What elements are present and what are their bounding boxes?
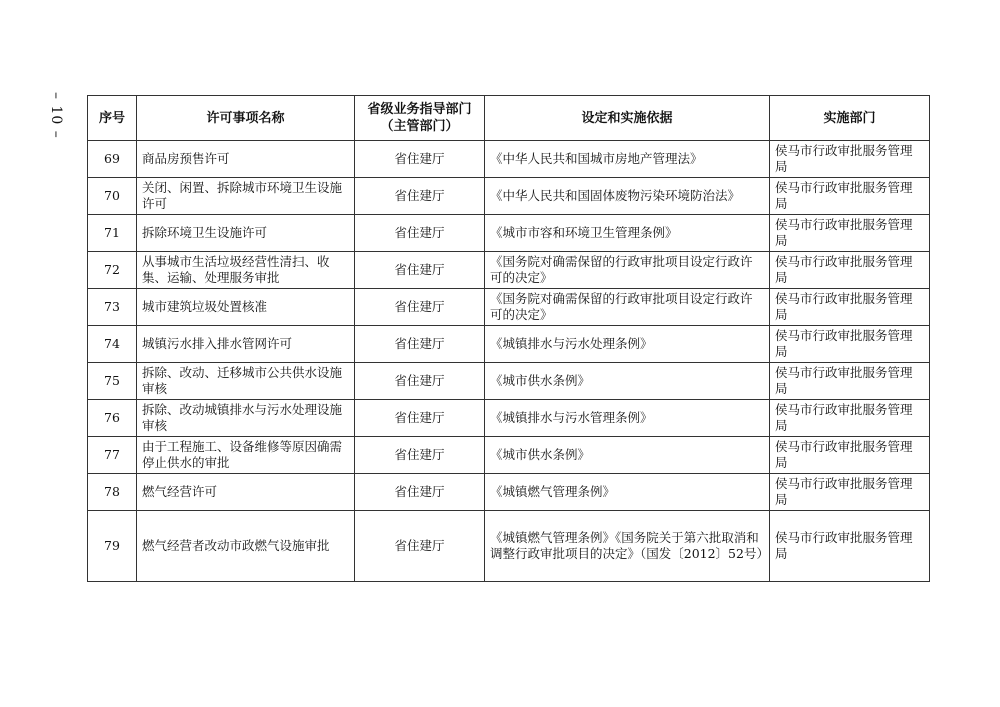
row-serial-no: 74 xyxy=(88,326,137,363)
table-row xyxy=(88,178,930,215)
row-permit-name: 燃气经营者改动市政燃气设施审批 xyxy=(137,511,355,582)
row-supervising-dept: 省住建厅 xyxy=(355,363,485,400)
row-legal-basis: 《国务院对确需保留的行政审批项目设定行政许可的决定》 xyxy=(485,252,770,289)
row-supervising-dept: 省住建厅 xyxy=(355,141,485,178)
row-permit-name: 燃气经营许可 xyxy=(137,474,355,511)
row-supervising-dept: 省住建厅 xyxy=(355,437,485,474)
permits-table xyxy=(87,95,930,582)
row-serial-no: 75 xyxy=(88,363,137,400)
header-permit-name: 许可事项名称 xyxy=(137,96,355,141)
row-supervising-dept: 省住建厅 xyxy=(355,178,485,215)
row-permit-name: 拆除、改动、迁移城市公共供水设施审核 xyxy=(137,363,355,400)
table-row xyxy=(88,511,930,582)
row-serial-no: 69 xyxy=(88,141,137,178)
table-header-row xyxy=(88,96,930,141)
row-implementing-dept: 侯马市行政审批服务管理局 xyxy=(770,400,930,437)
row-implementing-dept: 侯马市行政审批服务管理局 xyxy=(770,215,930,252)
table-row xyxy=(88,252,930,289)
row-serial-no: 72 xyxy=(88,252,137,289)
row-legal-basis: 《城市市容和环境卫生管理条例》 xyxy=(485,215,770,252)
row-legal-basis: 《城镇燃气管理条例》 xyxy=(485,474,770,511)
row-implementing-dept: 侯马市行政审批服务管理局 xyxy=(770,474,930,511)
row-supervising-dept: 省住建厅 xyxy=(355,326,485,363)
row-serial-no: 76 xyxy=(88,400,137,437)
row-legal-basis: 《城市供水条例》 xyxy=(485,363,770,400)
row-legal-basis: 《国务院对确需保留的行政审批项目设定行政许可的决定》 xyxy=(485,289,770,326)
row-supervising-dept: 省住建厅 xyxy=(355,215,485,252)
row-implementing-dept: 侯马市行政审批服务管理局 xyxy=(770,437,930,474)
header-supervising-dept xyxy=(355,96,485,141)
row-implementing-dept: 侯马市行政审批服务管理局 xyxy=(770,252,930,289)
table-row xyxy=(88,326,930,363)
header-legal-basis: 设定和实施依据 xyxy=(485,96,770,141)
row-supervising-dept: 省住建厅 xyxy=(355,289,485,326)
header-dept-line1: 省级业务指导部门 xyxy=(367,102,472,117)
row-permit-name: 商品房预售许可 xyxy=(137,141,355,178)
row-serial-no: 77 xyxy=(88,437,137,474)
row-legal-basis: 《城镇燃气管理条例》《国务院关于第六批取消和调整行政审批项目的决定》（国发〔2012〕52号） xyxy=(485,511,770,582)
row-serial-no: 79 xyxy=(88,511,137,582)
row-permit-name: 拆除、改动城镇排水与污水处理设施审核 xyxy=(137,400,355,437)
table-row xyxy=(88,437,930,474)
row-permit-name: 拆除环境卫生设施许可 xyxy=(137,215,355,252)
row-permit-name: 城镇污水排入排水管网许可 xyxy=(137,326,355,363)
table-row xyxy=(88,215,930,252)
header-dept-line2: （主管部门） xyxy=(380,119,459,134)
row-permit-name: 从事城市生活垃圾经营性清扫、收集、运输、处理服务审批 xyxy=(137,252,355,289)
row-implementing-dept: 侯马市行政审批服务管理局 xyxy=(770,289,930,326)
page-number: – 10 – xyxy=(48,91,64,139)
table-row xyxy=(88,141,930,178)
row-implementing-dept: 侯马市行政审批服务管理局 xyxy=(770,511,930,582)
row-permit-name: 关闭、闲置、拆除城市环境卫生设施许可 xyxy=(137,178,355,215)
header-serial-no: 序号 xyxy=(88,96,137,141)
table-row xyxy=(88,363,930,400)
row-supervising-dept: 省住建厅 xyxy=(355,252,485,289)
row-serial-no: 71 xyxy=(88,215,137,252)
row-legal-basis: 《城镇排水与污水管理条例》 xyxy=(485,400,770,437)
row-implementing-dept: 侯马市行政审批服务管理局 xyxy=(770,141,930,178)
row-legal-basis: 《中华人民共和国城市房地产管理法》 xyxy=(485,141,770,178)
row-implementing-dept: 侯马市行政审批服务管理局 xyxy=(770,178,930,215)
table-row xyxy=(88,400,930,437)
row-permit-name: 城市建筑垃圾处置核准 xyxy=(137,289,355,326)
table-row xyxy=(88,289,930,326)
row-serial-no: 78 xyxy=(88,474,137,511)
table-row xyxy=(88,474,930,511)
row-supervising-dept: 省住建厅 xyxy=(355,400,485,437)
row-supervising-dept: 省住建厅 xyxy=(355,474,485,511)
row-serial-no: 73 xyxy=(88,289,137,326)
row-implementing-dept: 侯马市行政审批服务管理局 xyxy=(770,363,930,400)
row-legal-basis: 《中华人民共和国固体废物污染环境防治法》 xyxy=(485,178,770,215)
row-implementing-dept: 侯马市行政审批服务管理局 xyxy=(770,326,930,363)
row-legal-basis: 《城市供水条例》 xyxy=(485,437,770,474)
row-supervising-dept: 省住建厅 xyxy=(355,511,485,582)
row-permit-name: 由于工程施工、设备维修等原因确需停止供水的审批 xyxy=(137,437,355,474)
row-legal-basis: 《城镇排水与污水处理条例》 xyxy=(485,326,770,363)
header-implementing-dept: 实施部门 xyxy=(770,96,930,141)
row-serial-no: 70 xyxy=(88,178,137,215)
